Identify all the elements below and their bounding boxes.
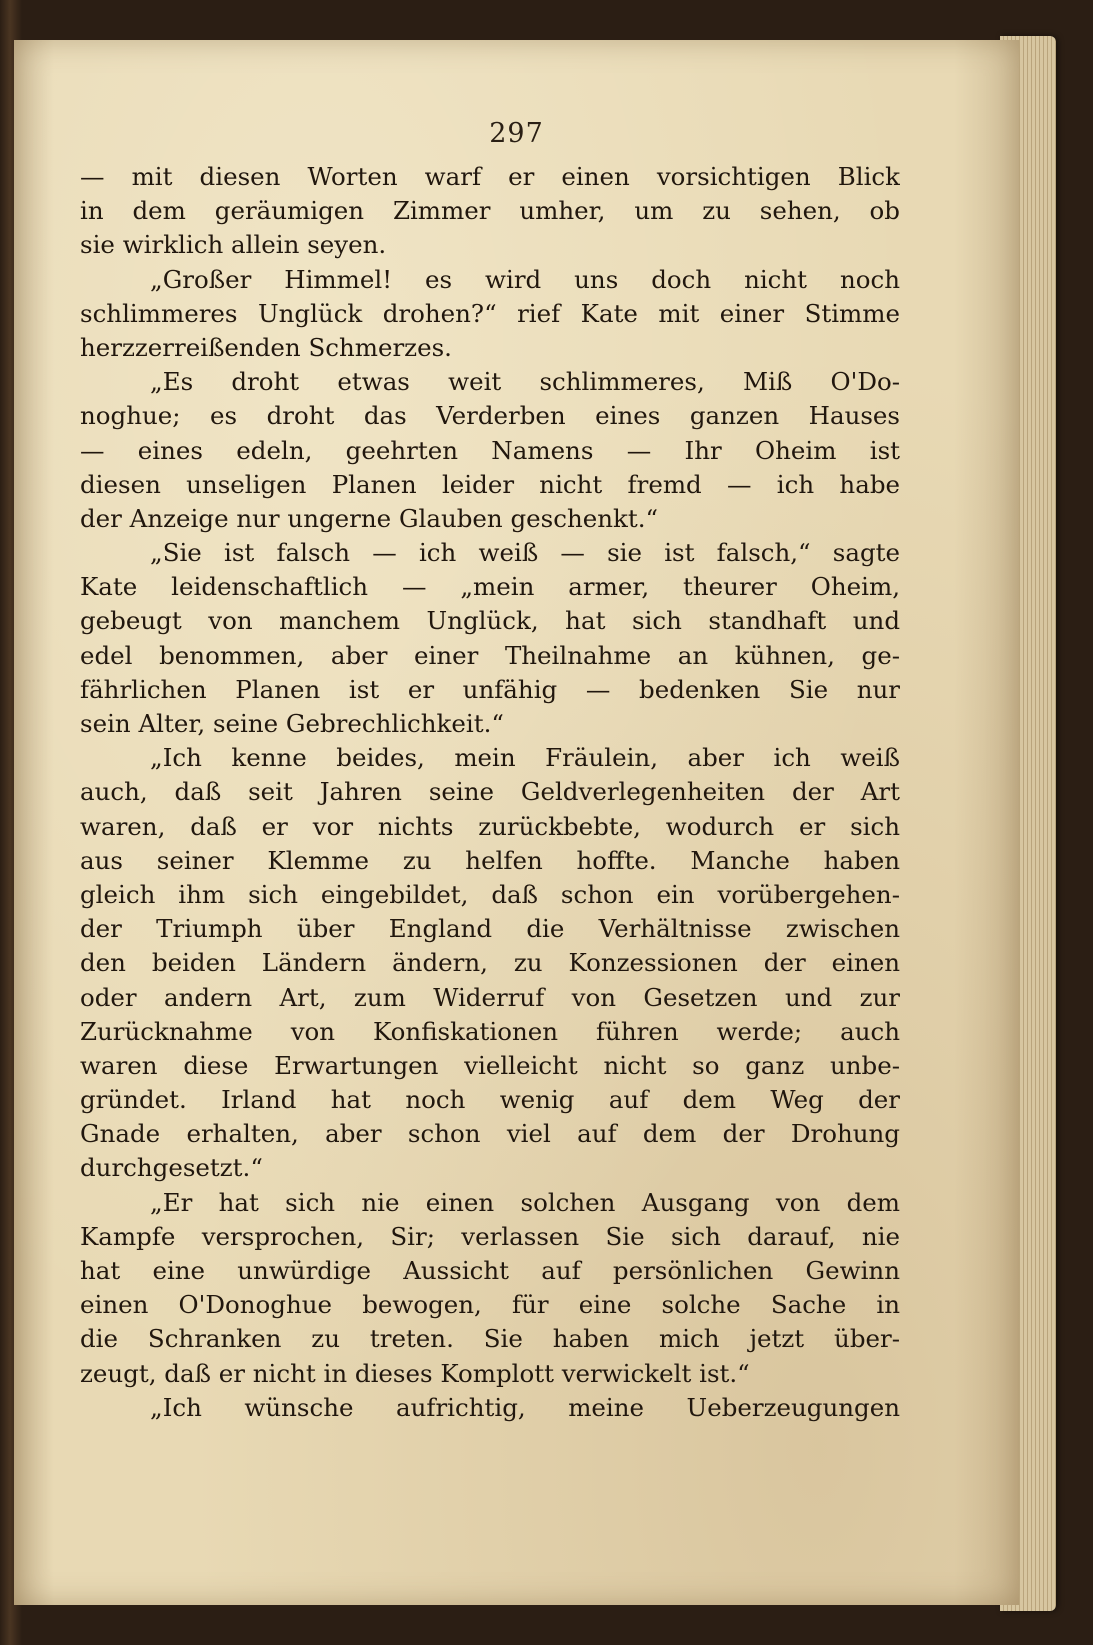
- text-line: edel benommen, aber einer Theilnahme an kühnen, ge-: [80, 640, 900, 670]
- text-line: aus seiner Klemme zu helfen hoffte. Manche haben: [80, 845, 900, 875]
- text-line: fährlichen Planen ist er unfähig — bedenken Sie nur: [80, 674, 900, 704]
- text-line: „Sie ist falsch — ich weiß — sie ist falsch,“ sagte: [150, 538, 900, 568]
- text-line: durchgesetzt.“: [80, 1153, 263, 1183]
- text-line: der Triumph über England die Verhältnisse zwischen: [80, 914, 900, 944]
- text-line: — mit diesen Worten warf er einen vorsichtigen Blick: [80, 162, 900, 191]
- text-line: Gnade erhalten, aber schon viel auf dem der Drohung: [80, 1119, 900, 1149]
- text-line: oder andern Art, zum Widerruf von Gesetzen und zur: [80, 982, 900, 1012]
- text-line: waren diese Erwartungen vielleicht nicht so ganz unbe-: [80, 1050, 900, 1080]
- text-line: der Anzeige nur ungerne Glauben geschenkt.“: [80, 503, 659, 533]
- text-line: auch, daß seit Jahren seine Geldverlegenheiten der Art: [80, 777, 900, 807]
- text-line: waren, daß er vor nichts zurückbebte, wodurch er sich: [80, 811, 900, 841]
- text-line: einen O'Donoghue bewogen, für eine solche Sache in: [80, 1290, 900, 1320]
- text-line: schlimmeres Unglück drohen?“ rief Kate mit einer Stimme: [80, 298, 900, 328]
- text-line: die Schranken zu treten. Sie haben mich jetzt über-: [80, 1324, 900, 1354]
- text-line: Kampfe versprochen, Sir; verlassen Sie sich darauf, nie: [80, 1221, 900, 1251]
- text-line: noghue; es droht das Verderben eines ganzen Hauses: [80, 401, 900, 431]
- text-line: Zurücknahme von Konfiskationen führen werde; auch: [80, 1016, 900, 1046]
- text-line: sein Alter, seine Gebrechlichkeit.“: [80, 709, 504, 738]
- text-line: zeugt, daß er nicht in dieses Komplott verwickelt ist.“: [80, 1358, 750, 1388]
- text-line: herzzerreißenden Schmerzes.: [80, 332, 452, 362]
- text-line: den beiden Ländern ändern, zu Konzessionen der einen: [80, 948, 900, 978]
- text-line: gründet. Irland hat noch wenig auf dem Weg der: [80, 1085, 900, 1115]
- text-line: in dem geräumigen Zimmer umher, um zu sehen, ob: [80, 196, 900, 226]
- text-line: gebeugt von manchem Unglück, hat sich standhaft und: [80, 606, 900, 636]
- text-line: hat eine unwürdige Aussicht auf persönlichen Gewinn: [80, 1256, 900, 1285]
- body-text: [80, 160, 900, 1425]
- text-line: sie wirklich allein seyen.: [80, 230, 387, 260]
- text-line: „Ich wünsche aufrichtig, meine Ueberzeugungen: [150, 1392, 900, 1422]
- text-line: „Großer Himmel! es wird uns doch nicht noch: [150, 264, 900, 294]
- page-number: 297: [489, 118, 544, 149]
- text-line: „Ich kenne beides, mein Fräulein, aber ich weiß: [150, 743, 900, 773]
- text-line: — eines edeln, geehrten Namens — Ihr Oheim ist: [80, 435, 900, 465]
- text-line: „Es droht etwas weit schlimmeres, Miß O'Do-: [150, 367, 900, 397]
- text-line: gleich ihm sich eingebildet, daß schon ein vorübergehen-: [80, 879, 900, 909]
- book-page: [14, 40, 1019, 1605]
- text-line: „Er hat sich nie einen solchen Ausgang von dem: [150, 1187, 900, 1217]
- text-line: diesen unseligen Planen leider nicht fremd — ich habe: [80, 469, 900, 499]
- text-line: Kate leidenschaftlich — „mein armer, theurer Oheim,: [80, 572, 900, 602]
